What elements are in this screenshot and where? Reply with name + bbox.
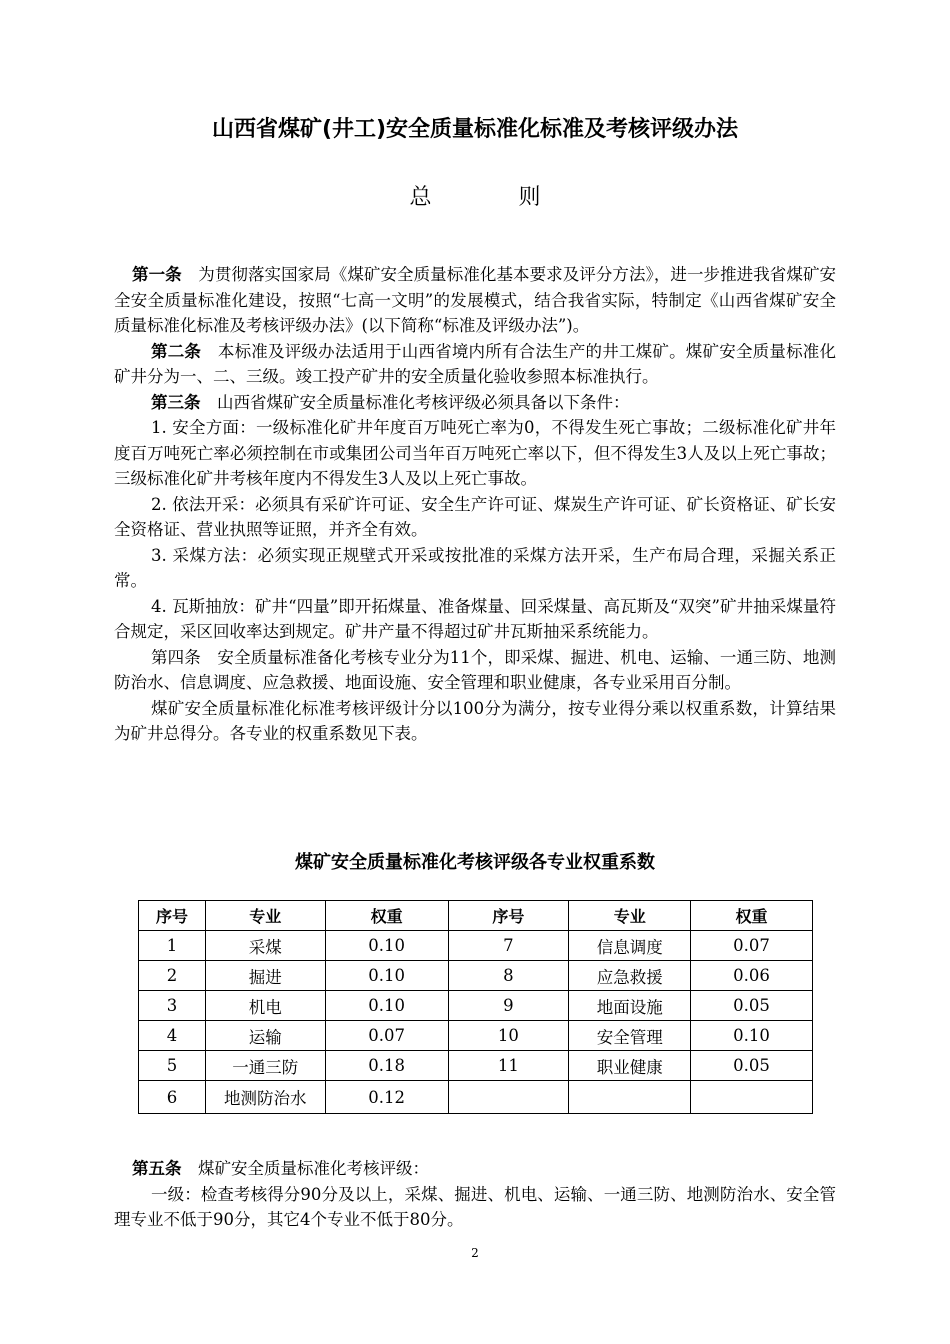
article-4-para-2: 煤矿安全质量标准化标准考核评级计分以100分为满分，按专业得分乘以权重系数，计算结果为矿井总得分。各专业的权重系数见下表。: [114, 698, 836, 743]
table-title: 煤矿安全质量标准化考核评级各专业权重系数: [295, 852, 655, 873]
article-1-text: 为贯彻落实国家局《煤矿安全质量标准化基本要求及评分方法》，进一步推进我省煤矿安全安全质量标准化建设，按照“七高一文明”的发展模式，结合我省实际，特制定《山西省煤矿安全质量标准化标准及考核评级办法》(以下简称“标准及评级办法”)。: [114, 265, 837, 335]
table-row: [139, 1021, 813, 1051]
table-row: [139, 961, 813, 991]
article-3-label: 第三条: [151, 392, 201, 412]
weight-table: [138, 900, 813, 1114]
article-5: [114, 1156, 836, 1182]
table-cell: 职业健康: [569, 1051, 691, 1081]
article-1-label: 第一条: [132, 265, 182, 284]
table-cell: 安全管理: [569, 1021, 691, 1051]
header-cell: 权重: [691, 901, 813, 931]
body-text-continued: [114, 1156, 836, 1233]
table-cell: [691, 1081, 813, 1114]
document-title: 山西省煤矿(井工)安全质量标准化标准及考核评级办法: [211, 117, 739, 142]
table-cell: 机电: [205, 991, 325, 1021]
article-3-text: 山西省煤矿安全质量标准化考核评级必须具备以下条件：: [200, 392, 630, 412]
table-cell: 0.10: [691, 1021, 813, 1051]
condition-2: 2. 依法开采：必须具有采矿许可证、安全生产许可证、煤炭生产许可证、矿长资格证、矿长安全资格证、营业执照等证照，并齐全有效。: [114, 494, 836, 539]
page-number: 2: [471, 1246, 479, 1260]
table-cell: 0.07: [691, 931, 813, 961]
header-cell: 序号: [448, 901, 569, 931]
table-cell: 2: [139, 961, 206, 991]
article-5-label: 第五条: [132, 1159, 182, 1178]
table-cell: 8: [448, 961, 569, 991]
table-cell: 0.18: [325, 1051, 448, 1081]
table-header-row: [139, 901, 813, 931]
article-2: [114, 339, 836, 390]
table-cell: 0.10: [325, 961, 448, 991]
header-cell: 专业: [569, 901, 691, 931]
header-cell: 专业: [205, 901, 325, 931]
table-cell: 3: [139, 991, 206, 1021]
header-cell: 权重: [325, 901, 448, 931]
table-cell: 运输: [205, 1021, 325, 1051]
table-cell: 0.06: [691, 961, 813, 991]
article-2-label: 第二条: [151, 341, 202, 361]
table-cell: [569, 1081, 691, 1114]
table-cell: 9: [448, 991, 569, 1021]
table-cell: 采煤: [205, 931, 325, 961]
table-cell: 掘进: [205, 961, 325, 991]
article-5-text: 煤矿安全质量标准化考核评级：: [181, 1159, 429, 1178]
table-row: [139, 1081, 813, 1114]
table-cell: 1: [139, 931, 206, 961]
table-cell: 应急救援: [569, 961, 691, 991]
table-row: [139, 991, 813, 1021]
body-text: [114, 262, 836, 747]
condition-4: 4. 瓦斯抽放：矿井“四量”即开拓煤量、准备煤量、回采煤量、高瓦斯及“双突”矿井抽采煤量符合规定，采区回收率达到规定。矿井产量不得超过矿井瓦斯抽采系统能力。: [114, 596, 836, 641]
table-cell: 4: [139, 1021, 206, 1051]
table-cell: 0.12: [325, 1081, 448, 1114]
condition-3: 3. 采煤方法：必须实现正规壁式开采或按批准的采煤方法开采，生产布局合理，采掘关系正常。: [114, 545, 836, 590]
article-4: 第四条 安全质量标准备化考核专业分为11个，即采煤、掘进、机电、运输、一通三防、地测防治水、信息调度、应急救援、地面设施、安全管理和职业健康，各专业采用百分制。: [114, 647, 836, 692]
table-cell: 地测防治水: [205, 1081, 325, 1114]
article-1: [114, 262, 836, 339]
article-2-text: 本标准及评级办法适用于山西省境内所有合法生产的井工煤矿。煤矿安全质量标准化矿井分为一、二、三级。竣工投产矿井的安全质量化验收参照本标准执行。: [114, 341, 837, 386]
table-cell: 7: [448, 931, 569, 961]
level-1-criteria: 一级：检查考核得分90分及以上，采煤、掘进、机电、运输、一通三防、地测防治水、安全管理专业不低于90分，其它4个专业不低于80分。: [114, 1184, 836, 1229]
section-heading: 总 则: [409, 185, 581, 210]
table-cell: 0.05: [691, 991, 813, 1021]
table-cell: 0.07: [325, 1021, 448, 1051]
table-row: [139, 931, 813, 961]
table-cell: 5: [139, 1051, 206, 1081]
table-cell: 0.10: [325, 991, 448, 1021]
header-cell: 序号: [139, 901, 206, 931]
table-cell: 信息调度: [569, 931, 691, 961]
table-cell: 地面设施: [569, 991, 691, 1021]
condition-1: 1. 安全方面：一级标准化矿井年度百万吨死亡率为0，不得发生死亡事故；二级标准化矿井年度百万吨死亡率必须控制在市或集团公司当年百万吨死亡率以下，但不得发生3人及以上死亡事故；三级标准化矿井考核年度内不得发生3人及以上死亡事故。: [114, 418, 836, 488]
table-row: [139, 1051, 813, 1081]
table-cell: 10: [448, 1021, 569, 1051]
table-cell: 一通三防: [205, 1051, 325, 1081]
table-cell: 0.05: [691, 1051, 813, 1081]
table-cell: 6: [139, 1081, 206, 1114]
table-cell: [448, 1081, 569, 1114]
article-3: [114, 390, 836, 416]
table-cell: 11: [448, 1051, 569, 1081]
table-cell: 0.10: [325, 931, 448, 961]
